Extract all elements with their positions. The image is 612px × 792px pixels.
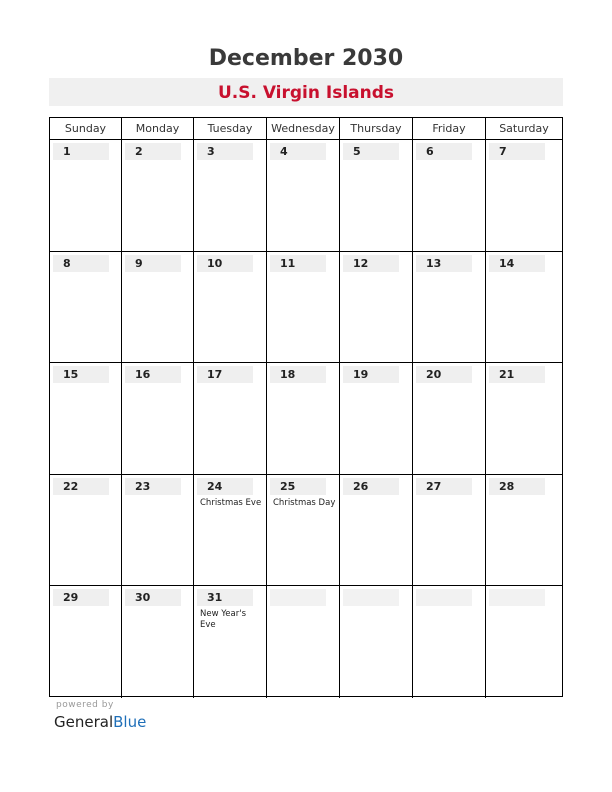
day-number	[270, 589, 326, 606]
day-number: 16	[125, 366, 181, 383]
weekday-header-monday: Monday	[122, 118, 194, 139]
week-row	[50, 140, 562, 252]
day-number: 27	[416, 478, 472, 495]
weekday-header-sunday: Sunday	[50, 118, 122, 139]
holiday-label: Christmas Eve	[200, 497, 262, 508]
day-cell	[340, 586, 413, 698]
region-banner: U.S. Virgin Islands	[49, 78, 563, 106]
day-cell	[122, 140, 194, 252]
brand-blue-text: Blue	[113, 713, 147, 731]
generalblue-logo[interactable]	[54, 713, 146, 731]
day-cell	[50, 475, 122, 587]
day-cell	[50, 363, 122, 475]
day-number: 13	[416, 255, 472, 272]
day-cell	[122, 252, 194, 364]
weekday-header-tuesday: Tuesday	[194, 118, 267, 139]
weekday-header-saturday: Saturday	[499, 122, 549, 135]
day-cell	[194, 586, 267, 698]
day-cell	[194, 475, 267, 587]
day-cell	[340, 363, 413, 475]
day-cell	[267, 363, 340, 475]
day-number: 26	[343, 478, 399, 495]
day-cell	[486, 475, 562, 587]
day-number: 12	[343, 255, 399, 272]
day-cell	[413, 363, 486, 475]
day-cell	[267, 140, 340, 252]
day-cell	[194, 140, 267, 252]
weekday-header-thursday: Thursday	[340, 118, 413, 139]
day-number: 10	[197, 255, 253, 272]
day-number: 4	[270, 143, 326, 160]
day-cell	[340, 140, 413, 252]
day-number: 1	[53, 143, 109, 160]
day-number: 5	[343, 143, 399, 160]
day-number: 11	[270, 255, 326, 272]
day-cell	[486, 252, 562, 364]
day-number	[416, 589, 472, 606]
week-row	[50, 475, 562, 587]
powered-by-label: powered by	[56, 700, 114, 710]
calendar-grid	[49, 117, 563, 697]
day-number: 2	[125, 143, 181, 160]
day-number: 19	[343, 366, 399, 383]
day-number: 29	[53, 589, 109, 606]
day-cell	[486, 140, 562, 252]
day-cell	[486, 363, 562, 475]
day-number: 18	[270, 366, 326, 383]
day-cell	[50, 252, 122, 364]
day-cell	[194, 252, 267, 364]
day-number: 31	[197, 589, 253, 606]
day-cell	[413, 252, 486, 364]
day-number: 6	[416, 143, 472, 160]
day-number	[489, 589, 545, 606]
day-number: 24	[197, 478, 253, 495]
day-cell	[122, 475, 194, 587]
day-cell	[50, 586, 122, 698]
day-cell	[122, 363, 194, 475]
week-row	[50, 252, 562, 364]
day-number: 22	[53, 478, 109, 495]
day-number: 3	[197, 143, 253, 160]
day-cell	[50, 140, 122, 252]
day-cell	[267, 252, 340, 364]
day-number: 9	[125, 255, 181, 272]
week-row	[50, 586, 562, 698]
weekday-header-row	[50, 118, 562, 140]
day-number: 14	[489, 255, 545, 272]
day-cell	[486, 586, 562, 698]
day-number: 8	[53, 255, 109, 272]
day-number: 30	[125, 589, 181, 606]
weekday-header-wednesday: Wednesday	[267, 118, 340, 139]
day-cell	[122, 586, 194, 698]
day-cell	[413, 475, 486, 587]
day-number: 25	[270, 478, 326, 495]
day-number: 15	[53, 366, 109, 383]
holiday-label: New Year's Eve	[200, 609, 247, 631]
day-cell	[267, 586, 340, 698]
day-number: 23	[125, 478, 181, 495]
brand-general-text: General	[54, 713, 114, 731]
day-cell	[340, 252, 413, 364]
day-number: 7	[489, 143, 545, 160]
day-cell	[413, 586, 486, 698]
day-number: 28	[489, 478, 545, 495]
holiday-label: Christmas Day	[273, 497, 336, 508]
day-cell	[413, 140, 486, 252]
day-number: 21	[489, 366, 545, 383]
weekday-header-friday: Friday	[413, 118, 486, 139]
week-row	[50, 363, 562, 475]
calendar-title: December 2030	[208, 46, 404, 71]
day-cell	[267, 475, 340, 587]
day-number	[343, 589, 399, 606]
day-cell	[194, 363, 267, 475]
day-cell	[340, 475, 413, 587]
day-number: 20	[416, 366, 472, 383]
day-number: 17	[197, 366, 253, 383]
